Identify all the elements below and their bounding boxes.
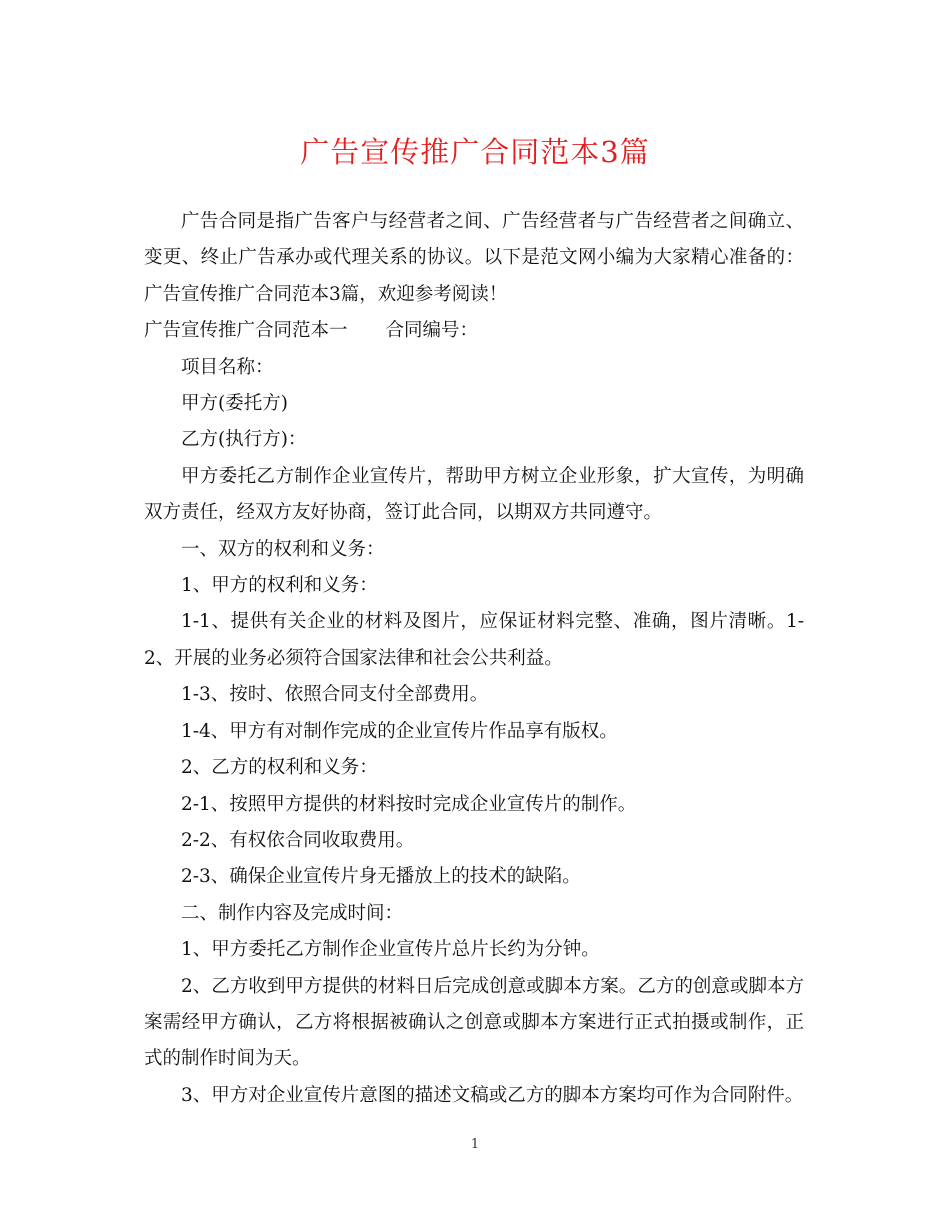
paragraph: 2、乙方收到甲方提供的材料日后完成创意或脚本方案。乙方的创意或脚本方案需经甲方确认，乙方将根据被确认之创意或脚本方案进行正式拍摄或制作，正式的制作时间为天。 bbox=[144, 975, 804, 1070]
paragraph: 2、乙方的权利和义务： bbox=[181, 757, 378, 779]
contract-number-label: 合同编号： bbox=[385, 320, 479, 342]
paragraph: 1-4、甲方有对制作完成的企业宣传片作品享有版权。 bbox=[181, 720, 618, 742]
page-number: 1 bbox=[470, 1137, 480, 1152]
paragraph: 2-3、确保企业宣传片身无播放上的技术的缺陷。 bbox=[181, 866, 581, 888]
paragraph: 二、制作内容及完成时间： bbox=[181, 902, 404, 924]
section-heading-line bbox=[144, 313, 804, 349]
paragraph: 2-1、按照甲方提供的材料按时完成企业宣传片的制作。 bbox=[181, 793, 637, 815]
document-title: 广告宣传推广合同范本3篇 bbox=[300, 135, 650, 169]
paragraph: 甲方委托乙方制作企业宣传片，帮助甲方树立企业形象，扩大宣传，为明确双方责任，经双方友好协商，签订此合同，以期双方共同遵守。 bbox=[144, 465, 804, 524]
paragraph: 1、甲方的权利和义务： bbox=[181, 575, 378, 597]
paragraph: 甲方(委托方) bbox=[181, 393, 288, 415]
document-body bbox=[144, 204, 804, 1114]
paragraph: 乙方(执行方)： bbox=[181, 429, 307, 451]
paragraph: 2-2、有权依合同收取费用。 bbox=[181, 829, 415, 851]
paragraph: 1、甲方委托乙方制作企业宣传片总片长约为分钟。 bbox=[181, 939, 600, 961]
paragraph: 一、双方的权利和义务： bbox=[181, 538, 385, 560]
paragraph: 1-1、提供有关企业的材料及图片，应保证材料完整、准确，图片清晰。1-2、开展的业务必须符合国家法律和社会公共利益。 bbox=[144, 611, 804, 669]
paragraph: 1-3、按时、依照合同支付全部费用。 bbox=[181, 684, 489, 706]
paragraph: 项目名称： bbox=[181, 356, 274, 378]
section-heading: 广告宣传推广合同范本一 bbox=[144, 320, 348, 342]
intro-paragraph: 广告合同是指广告客户与经营者之间、广告经营者与广告经营者之间确立、变更、终止广告承办或代理关系的协议。以下是范文网小编为大家精心准备的：广告宣传推广合同范本3篇，欢迎参考阅读！ bbox=[144, 211, 804, 305]
paragraph: 3、甲方对企业宣传片意图的描述文稿或乙方的脚本方案均可作为合同附件。 bbox=[181, 1084, 804, 1106]
